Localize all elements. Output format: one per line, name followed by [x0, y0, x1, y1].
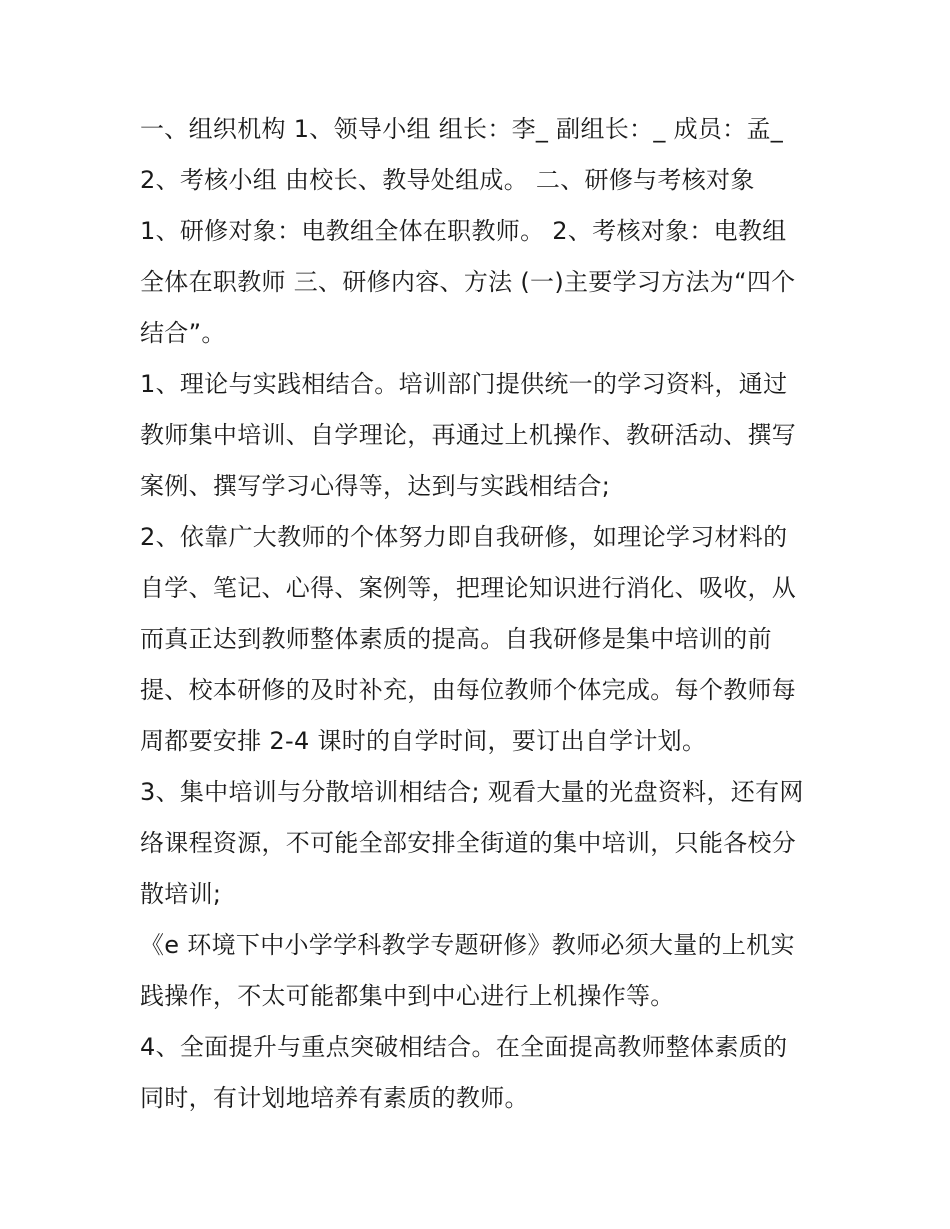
- text-line: 《e 环境下中小学学科教学专题研修》教师必须大量的上机实: [140, 931, 795, 959]
- text-line: 周都要安排 2-4 课时的自学时间，要订出自学计划。: [140, 727, 707, 755]
- text-line: 教师集中培训、自学理论，再通过上机操作、教研活动、撰写: [140, 421, 797, 449]
- text-line: 同时，有计划地培养有素质的教师。: [140, 1084, 529, 1112]
- text-line: 1、研修对象：电教组全体在职教师。 2、考核对象：电教组: [140, 217, 787, 245]
- text-line: 4、全面提升与重点突破相结合。在全面提高教师整体素质的: [140, 1033, 788, 1061]
- text-line: 散培训;: [140, 880, 222, 908]
- text-line: 一、组织机构 1、领导小组 组长：李_ 副组长：_ 成员：孟_: [140, 115, 784, 143]
- text-line: 案例、撰写学习心得等，达到与实践相结合;: [140, 472, 611, 500]
- text-line: 结合”。: [140, 319, 226, 347]
- text-line: 3、集中培训与分散培训相结合; 观看大量的光盘资料，还有网: [140, 778, 804, 806]
- text-line: 自学、笔记、心得、案例等，把理论知识进行消化、吸收，从: [140, 574, 797, 602]
- text-line: 2、依靠广大教师的个体努力即自我研修，如理论学习材料的: [140, 523, 788, 551]
- text-line: 全体在职教师 三、研修内容、方法 (一)主要学习方法为“四个: [140, 268, 796, 296]
- text-line: 1、理论与实践相结合。培训部门提供统一的学习资料，通过: [140, 370, 788, 398]
- text-line: 络课程资源，不可能全部安排全街道的集中培训，只能各校分: [140, 829, 797, 857]
- document-body: [140, 104, 820, 1124]
- text-line: 提、校本研修的及时补充，由每位教师个体完成。每个教师每: [140, 676, 797, 704]
- text-line: 2、考核小组 由校长、教导处组成。 二、研修与考核对象: [140, 166, 755, 194]
- text-line: 践操作，不太可能都集中到中心进行上机操作等。: [140, 982, 675, 1010]
- text-line: 而真正达到教师整体素质的提高。自我研修是集中培训的前: [140, 625, 772, 653]
